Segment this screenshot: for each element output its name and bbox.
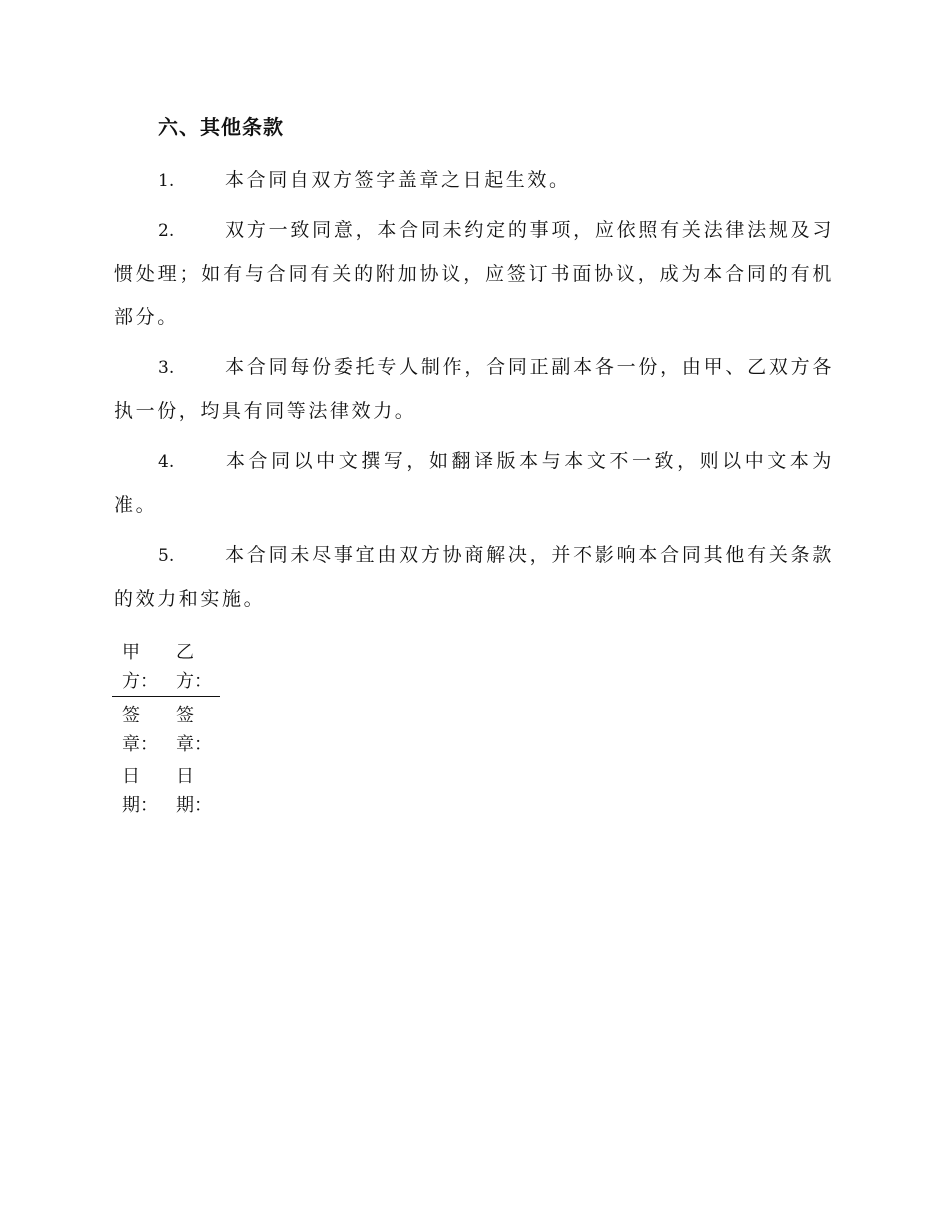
signature-row-seal: [112, 697, 220, 760]
party-b-label: 乙方：: [176, 642, 212, 692]
sign-b-cell: [166, 697, 220, 760]
sign-b-label: 签章：: [176, 705, 212, 755]
clause-text: 本合同以中文撰写，如翻译版本与本文不一致，则以中文本为准。: [114, 450, 834, 516]
clause-text: 本合同未尽事宜由双方协商解决，并不影响本合同其他有关条款的效力和实施。: [114, 544, 834, 610]
clause-5: [114, 534, 834, 621]
signature-row-date: [112, 759, 220, 820]
clause-number: 2.: [158, 221, 175, 241]
signature-row-party: [112, 638, 220, 697]
sign-a-label: 签章：: [122, 705, 158, 755]
clause-text: 本合同每份委托专人制作，合同正副本各一份，由甲、乙双方各执一份，均具有同等法律效力。: [114, 356, 834, 422]
party-a-label: 甲方：: [122, 642, 158, 692]
date-a-label: 日期：: [122, 766, 158, 816]
date-a-cell: [112, 759, 166, 820]
date-b-label: 日期：: [176, 766, 212, 816]
clause-number: 1.: [158, 171, 175, 191]
clause-number: 3.: [158, 358, 175, 378]
section-heading: 六、其他条款: [158, 115, 284, 139]
party-a-cell: [112, 638, 166, 697]
party-b-cell: [166, 638, 220, 697]
sign-a-cell: [112, 697, 166, 760]
clause-4: [114, 440, 834, 527]
clause-1: [114, 159, 834, 203]
clause-3: [114, 346, 834, 433]
clause-2: [114, 209, 834, 339]
clause-number: 4.: [158, 452, 175, 472]
date-b-cell: [166, 759, 220, 820]
clause-text: 双方一致同意，本合同未约定的事项，应依照有关法律法规及习惯处理；如有与合同有关的附加协议，应签订书面协议，成为本合同的有机部分。: [114, 219, 834, 328]
signature-table: [112, 638, 220, 820]
clause-text: 本合同自双方签字盖章之日起生效。: [225, 169, 571, 191]
clause-number: 5.: [158, 546, 175, 566]
